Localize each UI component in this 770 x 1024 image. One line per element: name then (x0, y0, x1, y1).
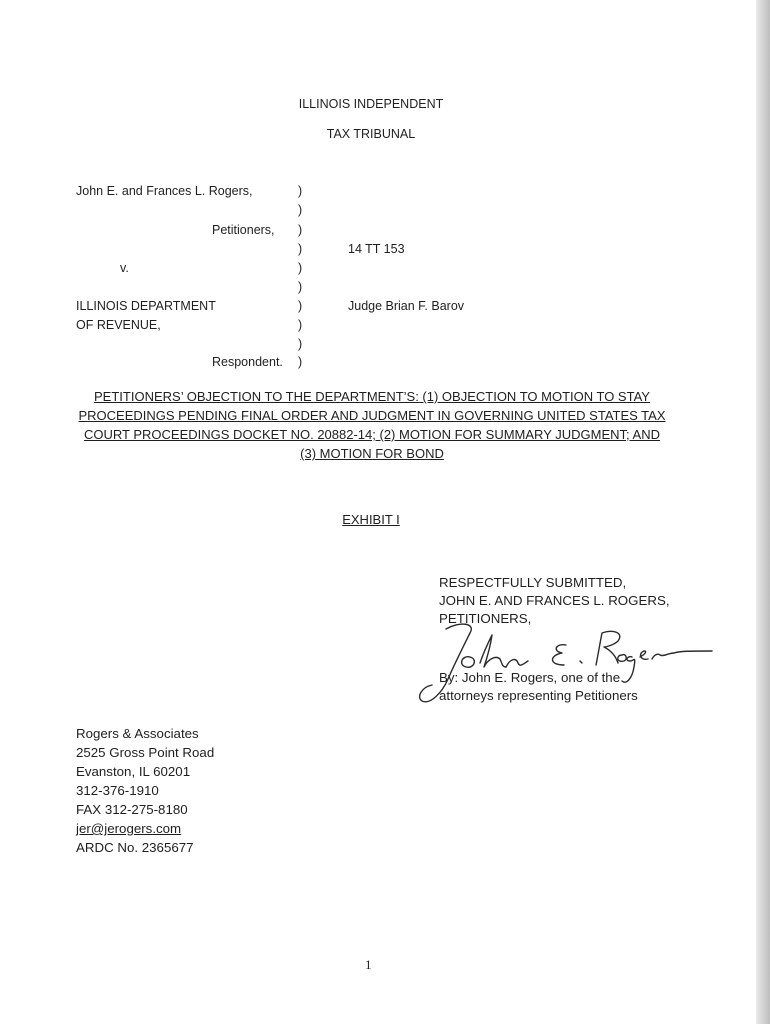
caption-paren: ) (298, 299, 303, 313)
handwritten-signature (418, 615, 718, 710)
caption-paren: ) (298, 337, 303, 351)
petitioners-line: PETITIONERS, (439, 611, 532, 626)
tribunal-name-line1: ILLINOIS INDEPENDENT (298, 97, 444, 111)
title-line: COURT PROCEEDINGS DOCKET NO. 20882-14; (2) MOTION FOR SUMMARY JUDGMENT; AND (84, 427, 660, 442)
petitioners-role: Petitioners, (212, 223, 275, 237)
caption-paren: ) (298, 261, 303, 275)
respondent-line1: ILLINOIS DEPARTMENT (76, 299, 216, 313)
caption-paren: ) (298, 184, 303, 198)
submitted-line: RESPECTFULLY SUBMITTED, (439, 575, 627, 590)
caption-paren: ) (298, 355, 303, 369)
firm-ardc: ARDC No. 2365677 (76, 840, 194, 855)
title-line: PROCEEDINGS PENDING FINAL ORDER AND JUDGMENT IN GOVERNING UNITED STATES TAX (78, 408, 666, 423)
versus: v. (120, 261, 129, 275)
role-line: attorneys representing Petitioners (439, 688, 638, 703)
firm-email-link[interactable]: jer@jerogers.com (76, 821, 182, 836)
exhibit-label: EXHIBIT I (342, 512, 400, 527)
judge-name: Judge Brian F. Barov (348, 299, 465, 313)
firm-name: Rogers & Associates (76, 726, 199, 741)
caption-paren: ) (298, 318, 303, 332)
respondent-role: Respondent. (212, 355, 283, 369)
page-number: 1 (365, 957, 372, 972)
case-number: 14 TT 153 (348, 242, 405, 256)
scan-edge (756, 0, 770, 1024)
tribunal-name-line2: TAX TRIBUNAL (326, 127, 416, 141)
caption-paren: ) (298, 280, 303, 294)
document-title (60, 387, 684, 463)
by-line: By: John E. Rogers, one of the (439, 670, 621, 685)
caption-paren: ) (298, 242, 303, 256)
respondent-line2: OF REVENUE, (76, 318, 161, 332)
firm-fax: FAX 312-275-8180 (76, 802, 188, 817)
caption-paren: ) (298, 223, 303, 237)
title-line: PETITIONERS’ OBJECTION TO THE DEPARTMENT’S: (1) OBJECTION TO MOTION TO STAY (94, 389, 650, 404)
title-line: (3) MOTION FOR BOND (300, 446, 444, 461)
caption-paren: ) (298, 203, 303, 217)
firm-city: Evanston, IL 60201 (76, 764, 191, 779)
firm-street: 2525 Gross Point Road (76, 745, 215, 760)
firm-phone: 312-376-1910 (76, 783, 159, 798)
parties-line: JOHN E. AND FRANCES L. ROGERS, (439, 593, 670, 608)
petitioner-names: John E. and Frances L. Rogers, (76, 184, 253, 198)
